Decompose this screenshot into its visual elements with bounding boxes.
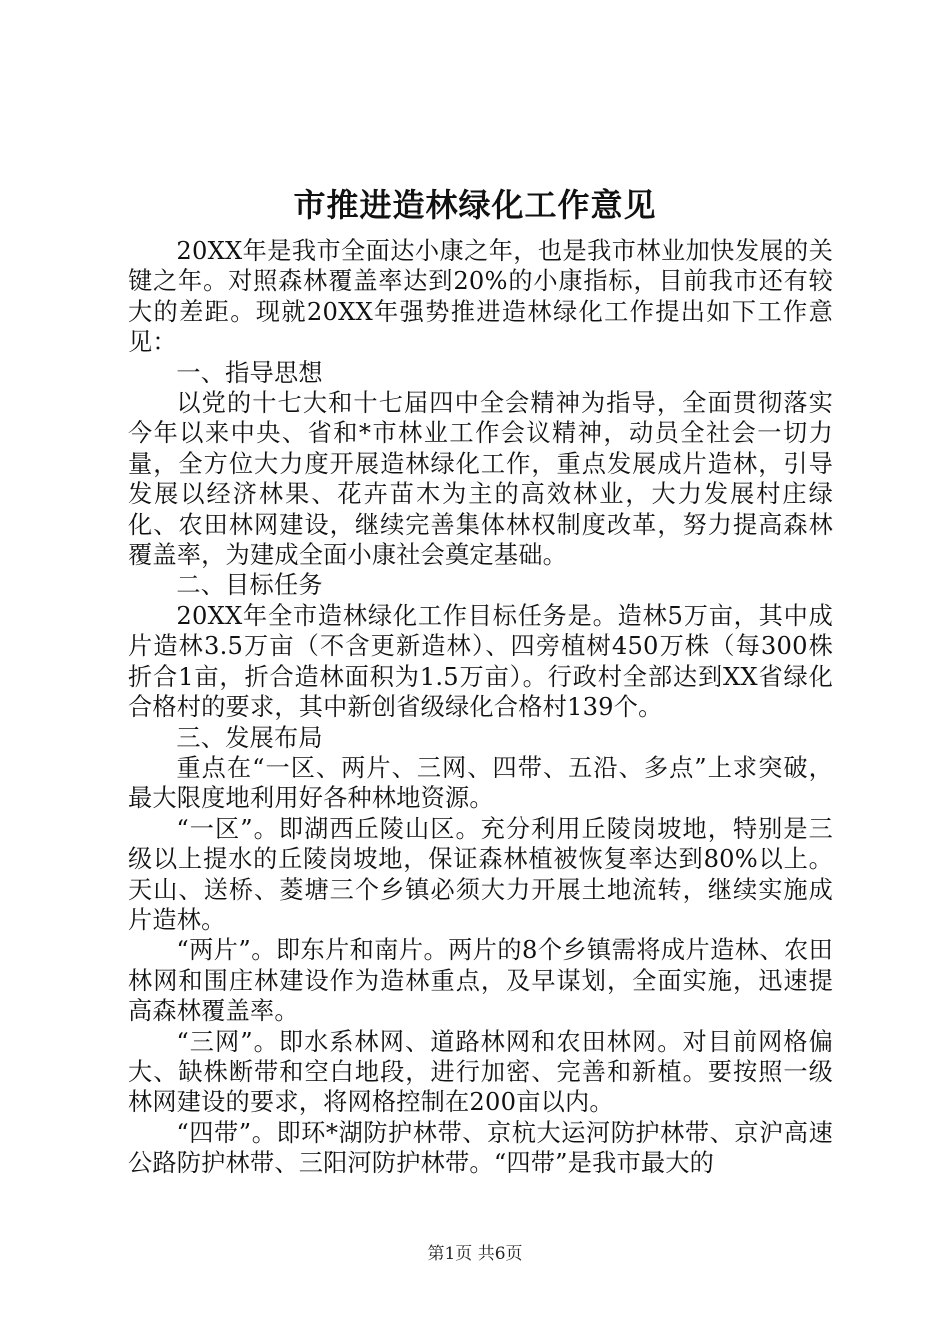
paragraph-four-belts: “四带”。即环*湖防护林带、京杭大运河防护林带、京沪高速公路防护林带、三阳河防护林带。“四带”是我市最大的 <box>128 1118 833 1178</box>
paragraph-goals: 20XX年全市造林绿化工作目标任务是。造林5万亩，其中成片造林3.5万亩（不含更新造林）、四旁植树450万株（每300株折合1亩，折合造林面积为1.5万亩）。行政村全部达到XX省绿化合格村的要求，其中新创省级绿化合格村139个。 <box>128 601 833 722</box>
section-heading-goals: 二、目标任务 <box>176 571 323 600</box>
paragraph-layout-overview: 重点在“一区、两片、三网、四带、五沿、多点”上求突破，最大限度地利用好各种林地资源。 <box>128 753 833 813</box>
document-body <box>128 236 833 1179</box>
paragraph-two-areas: “两片”。即东片和南片。两片的8个乡镇需将成片造林、农田林网和围庄林建设作为造林重点，及早谋划，全面实施，迅速提高森林覆盖率。 <box>128 936 833 1026</box>
page-number-footer: 第1页 共6页 <box>427 1244 523 1264</box>
document-title: 市推进造林绿化工作意见 <box>293 186 657 224</box>
paragraph-guiding-ideology: 以党的十七大和十七届四中全会精神为指导，全面贯彻落实今年以来中央、省和*市林业工作会议精神，动员全社会一切力量，全方位大力度开展造林绿化工作，重点发展成片造林，引导发展以经济林果、花卉苗木为主的高效林业，大力发展村庄绿化、农田林网建设，继续完善集体林权制度改革，努力提高森林覆盖率，为建成全面小康社会奠定基础。 <box>128 389 833 570</box>
section-heading-layout: 三、发展布局 <box>176 723 323 752</box>
section-heading-guiding-ideology: 一、指导思想 <box>176 358 323 387</box>
paragraph-one-zone: “一区”。即湖西丘陵山区。充分利用丘陵岗坡地，特别是三级以上提水的丘陵岗坡地，保证森林植被恢复率达到80%以上。天山、送桥、菱塘三个乡镇必须大力开展土地流转，继续实施成片造林。 <box>128 814 833 934</box>
paragraph-intro: 20XX年是我市全面达小康之年，也是我市林业加快发展的关键之年。对照森林覆盖率达到20%的小康指标，目前我市还有较大的差距。现就20XX年强势推进造林绿化工作提出如下工作意见： <box>128 237 833 357</box>
paragraph-three-networks: “三网”。即水系林网、道路林网和农田林网。对目前网格偏大、缺株断带和空白地段，进行加密、完善和新植。要按照一级林网建设的要求，将网格控制在200亩以内。 <box>128 1027 833 1117</box>
